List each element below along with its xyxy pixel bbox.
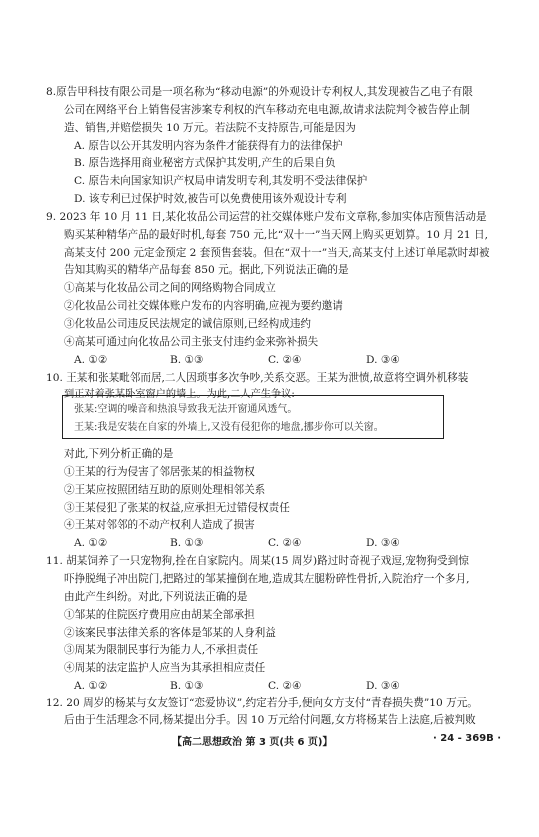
- q11-statement: ③周某为限制民事行为能力人,不承担责任: [64, 644, 259, 656]
- page-footer-label: 【高二思想政治 第 3 页(共 6 页)】: [172, 737, 333, 748]
- q10-choice-d: D. ③④: [366, 537, 400, 549]
- q10-choice-b: B. ①③: [170, 537, 204, 549]
- q9-statement: ①高某与化妆品公司之间的网络购物合同成立: [64, 282, 276, 294]
- q9-stem-line: 9. 2023 年 10 月 11 日,某化妆品公司运营的社交媒体账户发布文章称,参加实体店预售活动是: [46, 211, 487, 223]
- q10-statement: ②王某应按照团结互助的原则处理相邻关系: [64, 484, 266, 496]
- q10-dialog-box: [62, 395, 444, 439]
- q9-statement: ③化妆品公司违反民法规定的诚信原则,已经构成违约: [64, 318, 312, 330]
- q9-statement: ②化妆品公司社交媒体账户发布的内容明确,应视为要约邀请: [64, 300, 343, 312]
- q11-stem-line: 11. 胡某饲养了一只宠物狗,拴在自家院内。周某(15 周岁)路过时奇视子戏逗,宠物狗受到惊: [46, 555, 469, 567]
- q11-choice-b: B. ①③: [170, 680, 204, 692]
- q10-stem-line: 10. 王某和张某毗邻而居,二人因琐事多次争吵,关系交恶。王某为泄愤,故意将空调外机移装: [46, 372, 469, 384]
- q11-stem-line: 由此产生纠纷。对此,下列说法正确的是: [64, 591, 248, 603]
- q8-stem-line: 造、销售,并赔偿损失 10 万元。若法院不支持原告,可能是因为: [64, 122, 356, 134]
- q10-statement: ①王某的行为侵害了邻居张某的相益物权: [64, 466, 255, 478]
- page-footer-code: · 24 - 369B ·: [433, 733, 502, 744]
- q10-prompt: 对此,下列分析正确的是: [64, 448, 174, 460]
- q9-choice-b: B. ①③: [170, 354, 204, 366]
- q8-option-d: D. 该专利已过保护时效,被告可以免费使用该外观设计专利: [74, 193, 347, 205]
- q8-stem-line: 8.原告甲科技有限公司是一项名称为“移动电源”的外观设计专利权人,其发现被告乙电子有限: [46, 86, 473, 98]
- q12-stem-line: 后由于生活理念不同,杨某提出分手。因 10 万元给付问题,女方将杨某告上法庭,后被判败: [64, 714, 476, 726]
- q11-statement: ④周某的法定监护人应当为其承担相应责任: [64, 662, 266, 674]
- q10-choice-a: A. ①②: [74, 537, 108, 549]
- q8-option-b: B. 原告选择用商业秘密方式保护其发明,产生的后果自负: [74, 157, 336, 169]
- q11-statement: ①邹某的住院医疗费用应由胡某全部承担: [64, 609, 255, 621]
- q9-choice-d: D. ③④: [366, 354, 400, 366]
- q9-choice-a: A. ①②: [74, 354, 108, 366]
- q9-stem-line: 告知其购买的精华产品每套 850 元。据此,下列说法正确的是: [64, 264, 349, 276]
- q10-dialog-line-wang: 王某:我是安装在自家的外墙上,又没有侵犯你的地盘,挪步你可以关窗。: [74, 422, 384, 433]
- q10-stem-line: 到正对着张某卧室窗户的墙上。为此,二人产生争议:: [64, 389, 295, 400]
- q11-choice-d: D. ③④: [366, 680, 400, 692]
- q11-statement: ②该案民事法律关系的客体是邹某的人身利益: [64, 627, 276, 639]
- q11-stem-line: 吓挣脱绳子冲出院门,把路过的邹某撞倒在地,造成其左腿粉碎性骨折,入院治疗一个多月,: [64, 573, 470, 585]
- q8-option-c: C. 原告未向国家知识产权局申请发明专利,其发明不受法律保护: [74, 175, 368, 187]
- q10-dialog-line-zhang: 张某:空调的噪音和热浪导致我无法开窗通风透气。: [74, 404, 298, 415]
- q9-choice-c: C. ②④: [268, 354, 302, 366]
- q10-choice-c: C. ②④: [268, 537, 302, 549]
- q9-stem-line: 购买某种精华产品的最好时机,每套 750 元,比“双十一”当天网上购买更划算。10 月 21 日,: [64, 229, 488, 241]
- q8-option-a: A. 原告以公开其发明内容为条件才能获得有力的法律保护: [74, 140, 343, 152]
- q10-statement: ④王某对邻邻的不动产权利人造成了损害: [64, 519, 255, 531]
- q11-choice-c: C. ②④: [268, 680, 302, 692]
- q9-statement: ④高某可通过向化妆品公司主张支付违约金来弥补损失: [64, 336, 319, 348]
- q9-stem-line: 高某支付 200 元定金预定 2 套预售套装。但在“双十一”当天,高某支付上述订单尾款时却被: [64, 247, 490, 259]
- q10-statement: ③王某侵犯了张某的权益,应承担无过错侵权责任: [64, 502, 290, 514]
- q12-stem-line: 12. 20 周岁的杨某与女友签订“恋爱协议”,约定若分手,便向女方支付“青春损失费”10 万元。: [46, 697, 478, 709]
- q11-choice-a: A. ①②: [74, 680, 108, 692]
- q8-stem-line: 公司在网络平台上销售侵害涉案专利权的汽车移动充电电源,故请求法院判令被告停止制: [64, 104, 470, 116]
